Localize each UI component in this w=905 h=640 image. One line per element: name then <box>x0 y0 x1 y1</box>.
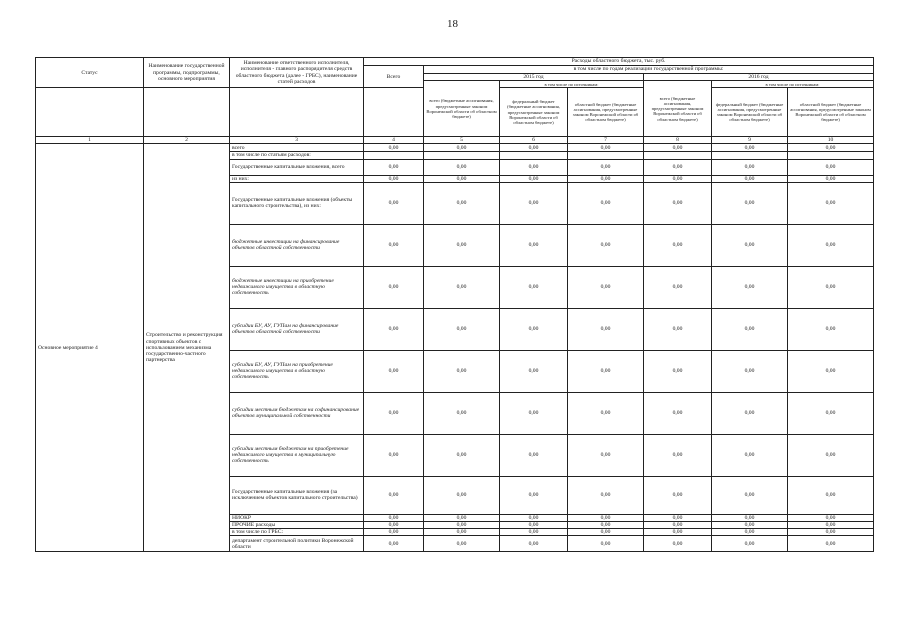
value-cell: 0,00 <box>424 536 500 552</box>
col-number: 1 <box>36 137 144 144</box>
col-number: 4 <box>364 137 424 144</box>
value-cell: 0,00 <box>712 350 788 392</box>
value-cell: 0,00 <box>644 175 712 182</box>
value-cell: 0,00 <box>568 175 644 182</box>
value-cell: 0,00 <box>424 392 500 434</box>
value-cell <box>568 152 644 159</box>
value-cell: 0,00 <box>712 266 788 308</box>
value-cell: 0,00 <box>364 308 424 350</box>
value-cell: 0,00 <box>424 182 500 224</box>
value-cell: 0,00 <box>424 266 500 308</box>
expense-label-cell: субсидии БУ, АУ, ГУПам на приобретение недвижимого имущества в областную собственность <box>230 350 364 392</box>
value-cell: 0,00 <box>500 350 568 392</box>
header-budget-title: Расходы областного бюджета, тыс. руб. <box>364 58 874 66</box>
header-by-sources-2016: в том числе по источникам: <box>712 81 874 88</box>
value-cell: 0,00 <box>644 266 712 308</box>
value-cell: 0,00 <box>788 536 874 552</box>
value-cell: 0,00 <box>788 522 874 529</box>
value-cell: 0,00 <box>568 144 644 152</box>
value-cell: 0,00 <box>424 159 500 175</box>
col-number: 7 <box>568 137 644 144</box>
expense-label-cell: департамент строительной политики Воронежской области <box>230 536 364 552</box>
value-cell: 0,00 <box>568 434 644 476</box>
table-row <box>36 144 874 152</box>
value-cell: 0,00 <box>712 175 788 182</box>
value-cell: 0,00 <box>424 308 500 350</box>
value-cell: 0,00 <box>712 536 788 552</box>
header-col-all-2016: всего (бюджетные ассигнования, предусмотренные законом Воронежской области об областном бюджете) <box>644 81 712 137</box>
value-cell: 0,00 <box>568 159 644 175</box>
status-cell: Основное мероприятие 4 <box>36 144 144 552</box>
value-cell: 0,00 <box>500 392 568 434</box>
value-cell: 0,00 <box>712 392 788 434</box>
value-cell: 0,00 <box>568 529 644 536</box>
col-number: 5 <box>424 137 500 144</box>
col-number: 8 <box>644 137 712 144</box>
header-program-name: Наименование государственной программы, подпрограммы, основного мероприятия <box>144 58 230 88</box>
value-cell <box>788 152 874 159</box>
value-cell: 0,00 <box>644 308 712 350</box>
value-cell: 0,00 <box>644 476 712 514</box>
value-cell: 0,00 <box>644 159 712 175</box>
value-cell: 0,00 <box>788 266 874 308</box>
value-cell: 0,00 <box>364 350 424 392</box>
value-cell: 0,00 <box>568 514 644 521</box>
col-number: 2 <box>144 137 230 144</box>
value-cell: 0,00 <box>568 182 644 224</box>
value-cell: 0,00 <box>568 224 644 266</box>
expense-label-cell: ПРОЧИЕ расходы <box>230 522 364 529</box>
value-cell: 0,00 <box>500 144 568 152</box>
value-cell: 0,00 <box>788 476 874 514</box>
value-cell: 0,00 <box>364 476 424 514</box>
table-body <box>36 144 874 552</box>
page-number: 18 <box>447 18 458 30</box>
expense-label-cell: бюджетные инвестиции на приобретение недвижимого имущества в областную собственность <box>230 266 364 308</box>
value-cell: 0,00 <box>644 350 712 392</box>
value-cell: 0,00 <box>644 182 712 224</box>
value-cell: 0,00 <box>364 224 424 266</box>
value-cell: 0,00 <box>568 476 644 514</box>
header-col-regional-2015: областной бюджет (бюджетные ассигнования, предусмотренные законом Воронежской области об областном бюджете) <box>568 88 644 137</box>
expense-label-cell: Государственные капитальные вложения (объекты капитального строительства), из них: <box>230 182 364 224</box>
header-total-cont <box>364 88 424 137</box>
expense-label-cell: из них: <box>230 175 364 182</box>
header-total: Всего <box>364 66 424 88</box>
header-year-2015: 2015 год <box>424 74 644 81</box>
value-cell: 0,00 <box>712 224 788 266</box>
value-cell: 0,00 <box>364 266 424 308</box>
value-cell: 0,00 <box>500 182 568 224</box>
value-cell: 0,00 <box>644 529 712 536</box>
value-cell: 0,00 <box>568 266 644 308</box>
header-program-cont <box>144 88 230 137</box>
value-cell: 0,00 <box>424 224 500 266</box>
value-cell: 0,00 <box>500 175 568 182</box>
value-cell: 0,00 <box>500 522 568 529</box>
value-cell: 0,00 <box>424 350 500 392</box>
value-cell <box>712 152 788 159</box>
value-cell: 0,00 <box>500 308 568 350</box>
value-cell <box>424 152 500 159</box>
value-cell: 0,00 <box>712 529 788 536</box>
header-year-2016: 2016 год <box>644 74 874 81</box>
expense-label-cell: Государственные капитальные вложения, всего <box>230 159 364 175</box>
value-cell: 0,00 <box>364 392 424 434</box>
col-number: 10 <box>788 137 874 144</box>
expense-label-cell: субсидии местным бюджетам на софинансирование объектов муниципальной собственности <box>230 392 364 434</box>
value-cell: 0,00 <box>712 522 788 529</box>
col-number: 9 <box>712 137 788 144</box>
value-cell: 0,00 <box>364 434 424 476</box>
value-cell: 0,00 <box>788 224 874 266</box>
value-cell: 0,00 <box>500 514 568 521</box>
expense-label-cell: Государственные капитальные вложения (за исключением объектов капитального строительства) <box>230 476 364 514</box>
value-cell: 0,00 <box>424 476 500 514</box>
value-cell: 0,00 <box>712 182 788 224</box>
expense-label-cell: субсидии местным бюджетам на приобретение недвижимого имущества в муниципальную собственность <box>230 434 364 476</box>
value-cell: 0,00 <box>364 514 424 521</box>
header-responsible: Наименование ответственного исполнителя, исполнителя - главного распорядителя средств областного бюджета (далее - ГРБС), наименование статей расходов <box>230 58 364 88</box>
value-cell <box>644 152 712 159</box>
value-cell: 0,00 <box>712 434 788 476</box>
value-cell: 0,00 <box>424 144 500 152</box>
value-cell: 0,00 <box>788 529 874 536</box>
value-cell: 0,00 <box>568 536 644 552</box>
header-responsible-cont <box>230 88 364 137</box>
header-row-1 <box>36 58 874 66</box>
value-cell: 0,00 <box>424 529 500 536</box>
value-cell <box>500 152 568 159</box>
value-cell: 0,00 <box>712 159 788 175</box>
header-col-regional-2016: областной бюджет (бюджетные ассигнования, предусмотренные законом Воронежской области об областном бюджете) <box>788 88 874 137</box>
value-cell: 0,00 <box>500 266 568 308</box>
value-cell: 0,00 <box>364 144 424 152</box>
header-col-federal-2016: федеральный бюджет (бюджетные ассигнования, предусмотренные законом Воронежской области об областном бюджете) <box>712 88 788 137</box>
expense-label-cell: всего <box>230 144 364 152</box>
value-cell: 0,00 <box>712 476 788 514</box>
expense-label-cell: субсидии БУ, АУ, ГУПам на финансирование объектов областной собственности <box>230 308 364 350</box>
value-cell: 0,00 <box>644 144 712 152</box>
value-cell: 0,00 <box>644 514 712 521</box>
expense-label-cell: бюджетные инвестиции на финансирование объектов областной собственности <box>230 224 364 266</box>
value-cell: 0,00 <box>788 434 874 476</box>
value-cell: 0,00 <box>364 175 424 182</box>
value-cell: 0,00 <box>364 529 424 536</box>
program-name-cell: Строительство и реконструкция спортивных объектов с использованием механизма государственно-частного партнерства <box>144 144 230 552</box>
value-cell: 0,00 <box>364 536 424 552</box>
value-cell: 0,00 <box>788 392 874 434</box>
value-cell: 0,00 <box>788 350 874 392</box>
col-number: 3 <box>230 137 364 144</box>
value-cell <box>364 152 424 159</box>
value-cell: 0,00 <box>500 476 568 514</box>
value-cell: 0,00 <box>644 434 712 476</box>
header-by-sources-2015: в том числе по источникам: <box>500 81 644 88</box>
header-col-all-2015: всего (бюджетные ассигнования, предусмотренные законом Воронежской области об областном бюджете) <box>424 81 500 137</box>
value-cell: 0,00 <box>712 144 788 152</box>
value-cell: 0,00 <box>424 522 500 529</box>
header-status-cont <box>36 88 144 137</box>
value-cell: 0,00 <box>568 522 644 529</box>
column-number-row <box>36 137 874 144</box>
budget-table <box>35 57 874 552</box>
header-status: Статус <box>36 58 144 88</box>
value-cell: 0,00 <box>424 434 500 476</box>
value-cell: 0,00 <box>644 522 712 529</box>
value-cell: 0,00 <box>500 536 568 552</box>
value-cell: 0,00 <box>788 514 874 521</box>
value-cell: 0,00 <box>364 522 424 529</box>
value-cell: 0,00 <box>788 175 874 182</box>
col-number: 6 <box>500 137 568 144</box>
value-cell: 0,00 <box>424 514 500 521</box>
expense-label-cell: в том числе по статьям расходов: <box>230 152 364 159</box>
value-cell: 0,00 <box>424 175 500 182</box>
value-cell: 0,00 <box>500 224 568 266</box>
header-col-federal-2015: федеральный бюджет (бюджетные ассигнования, предусмотренные законом Воронежской области об областном бюджете) <box>500 88 568 137</box>
value-cell: 0,00 <box>788 144 874 152</box>
value-cell: 0,00 <box>568 350 644 392</box>
value-cell: 0,00 <box>500 434 568 476</box>
value-cell: 0,00 <box>644 224 712 266</box>
value-cell: 0,00 <box>364 182 424 224</box>
value-cell: 0,00 <box>568 392 644 434</box>
value-cell: 0,00 <box>500 159 568 175</box>
value-cell: 0,00 <box>364 159 424 175</box>
value-cell: 0,00 <box>712 514 788 521</box>
value-cell: 0,00 <box>500 529 568 536</box>
value-cell: 0,00 <box>788 182 874 224</box>
value-cell: 0,00 <box>788 159 874 175</box>
expense-label-cell: в том числе по ГРБС: <box>230 529 364 536</box>
value-cell: 0,00 <box>644 536 712 552</box>
value-cell: 0,00 <box>644 392 712 434</box>
expense-label-cell: НИОКР <box>230 514 364 521</box>
value-cell: 0,00 <box>788 308 874 350</box>
value-cell: 0,00 <box>712 308 788 350</box>
header-by-years: в том числе по годам реализации государственной программы: <box>424 66 874 74</box>
value-cell: 0,00 <box>568 308 644 350</box>
